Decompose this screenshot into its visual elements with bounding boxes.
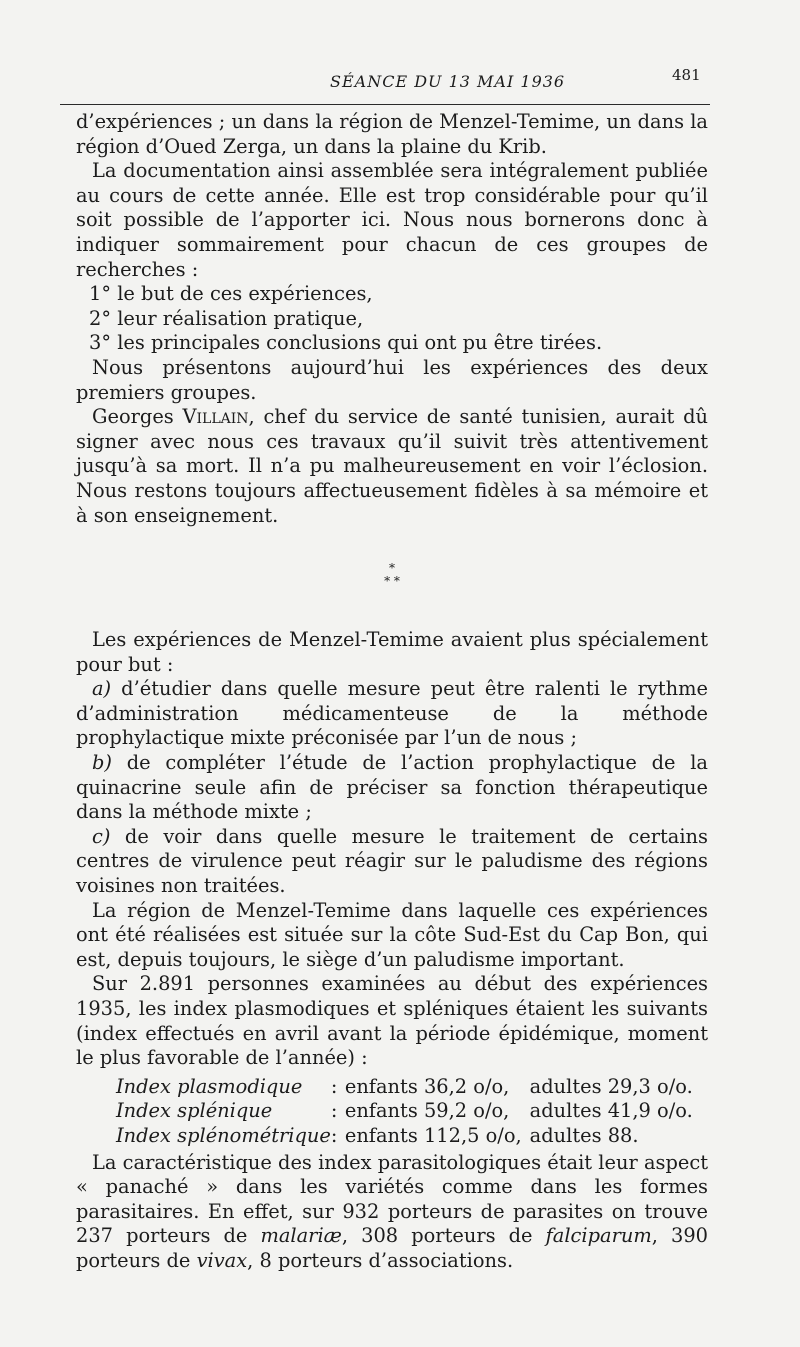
paragraph: La documentation ainsi assemblée sera intégralement publiée au cours de cette année. Elle est trop considérable pour qu’il soit possible de l’apporter ici. Nous nous bornerons donc à indiquer sommairement pour chacun de ces groupes de recherches : [76, 159, 708, 281]
paragraph [76, 1151, 708, 1274]
list-item [76, 677, 708, 751]
page-header [60, 64, 710, 104]
list-item: 3° les principales conclusions qui ont pu être tirées. [89, 331, 603, 355]
text-run: Georges [92, 405, 183, 429]
item-text: de compléter l’étude de l’action prophylactique de la quinacrine seule afin de préciser sa fonction thérapeutique dans la méthode mixte ; [76, 751, 708, 824]
list-item: 1° le but de ces expériences, [89, 282, 373, 306]
table-row [116, 1124, 693, 1149]
text-run: , 390 porteurs de [76, 1224, 708, 1272]
index-adults: adultes 88. [529, 1123, 639, 1147]
asterism-top: * [389, 561, 395, 576]
index-children: enfants 59,2 o/o, [344, 1099, 510, 1123]
index-name: Index splénique [116, 1099, 273, 1123]
text-run: , chef du service de santé tunisien, aurait dû signer avec nous ces travaux qu’il suivit très attentivement jusqu’à sa mort. Il n’a pu malheureusement en voir l’éclosion. Nous restons toujours affectueusement fidèles à sa mémoire et à son enseignement. [76, 405, 708, 527]
list-item: 2° leur réalisation pratique, [89, 306, 364, 330]
species-name: falciparum [545, 1224, 652, 1248]
text-run: La caractéristique des index parasitologiques était leur aspect « panaché » dans les variétés comme dans les formes parasitaires. En effet, sur 932 porteurs de parasites on trouve 237 porteurs de [76, 1150, 708, 1248]
paragraph [76, 405, 708, 528]
text-run: , 8 porteurs d’associations. [247, 1248, 514, 1272]
item-label: b) [92, 751, 112, 775]
article-body [76, 110, 708, 1274]
index-adults: adultes 41,9 o/o. [529, 1099, 693, 1123]
index-name: Index plasmodique [116, 1074, 303, 1098]
paragraph: La région de Menzel-Temime dans laquelle ces expériences ont été réalisées est située sur la côte Sud-Est du Cap Bon, qui est, depuis toujours, le siège d’un paludisme important. [76, 898, 708, 971]
paragraph: Les expériences de Menzel-Temime avaient plus spécialement pour but : [76, 628, 708, 676]
item-label: a) [92, 677, 112, 701]
list-item [76, 825, 708, 899]
species-name: malariæ [260, 1224, 342, 1248]
index-name: Index splénométrique [116, 1123, 331, 1147]
index-separator: : [330, 1099, 338, 1123]
list-item [76, 751, 708, 825]
item-text: d’étudier dans quelle mesure peut être ralenti le rythme d’administration médicamenteuse de la méthode prophylactique mixte préconisée par l’un de nous ; [76, 677, 708, 750]
paragraph: d’expériences ; un dans la région de Menzel-Temime, un dans la région d’Oued Zerga, un dans la plaine du Krib. [76, 110, 708, 158]
table-row [116, 1075, 693, 1100]
table-row [116, 1099, 693, 1124]
index-children: enfants 112,5 o/o, [344, 1123, 522, 1147]
index-separator: : [330, 1123, 338, 1147]
item-label: c) [92, 824, 111, 848]
section-asterism [76, 562, 708, 588]
page-number: 481 [672, 66, 701, 84]
running-title: SÉANCE DU 13 MAI 1936 [330, 72, 566, 91]
asterism-bottom: * * [384, 574, 400, 589]
author-name: Villain [182, 405, 249, 429]
text-run: , 308 porteurs de [341, 1224, 546, 1248]
index-children: enfants 36,2 o/o, [344, 1074, 510, 1098]
index-separator: : [330, 1074, 338, 1098]
item-text: de voir dans quelle mesure le traitement de certains centres de virulence peut réagir sur le paludisme des régions voisines non traitées. [76, 824, 708, 898]
species-name: vivax [196, 1248, 248, 1272]
header-rule [60, 104, 710, 105]
index-table [116, 1075, 693, 1149]
index-adults: adultes 29,3 o/o. [529, 1074, 693, 1098]
paragraph: Nous présentons aujourd’hui les expériences des deux premiers groupes. [76, 355, 708, 404]
paragraph: Sur 2.891 personnes examinées au début des expériences 1935, les index plasmodiques et spléniques étaient les suivants (index effectués en avril avant la période épidémique, moment le plus favorable de l’année) : [76, 972, 708, 1070]
